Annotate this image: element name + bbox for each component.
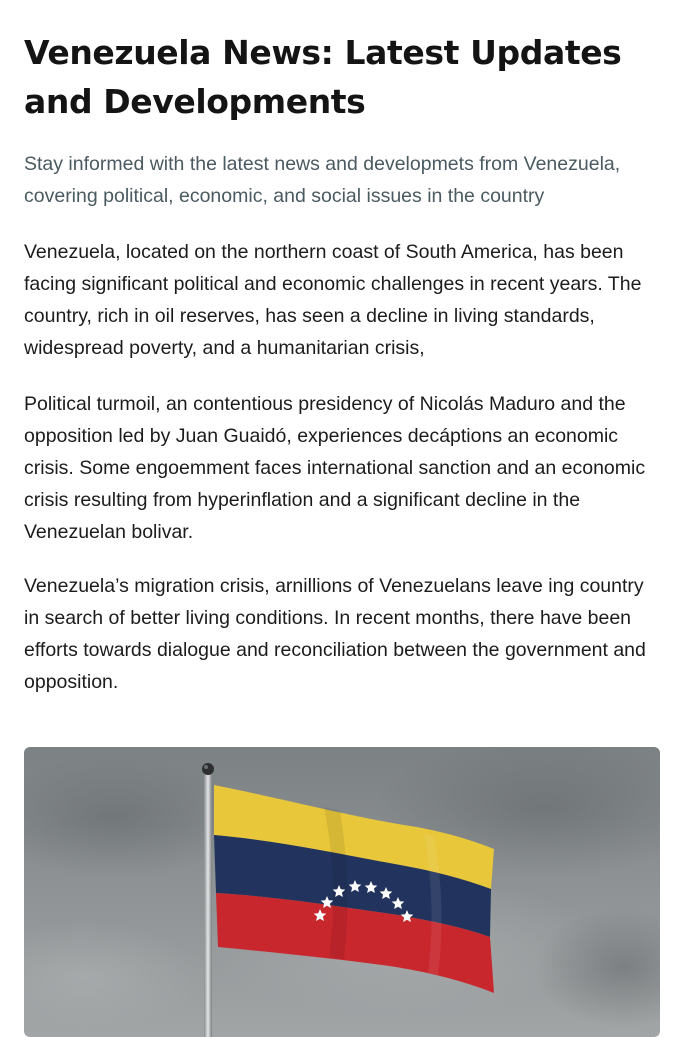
article-paragraph-3: Venezuela’s migration crisis, arnillions of Venezuelans leave ing country in search of better living conditions. In recent months, there have been efforts towards dialogue and reconciliation between the government and opposition. [24,575,646,693]
article-subtitle: Stay informed with the latest news and developmets from Venezuela, covering political, economic, and social issues in the country [24,153,621,207]
article [24,0,660,698]
flag-photo [24,747,660,1037]
pole-finial-highlight [204,765,208,769]
pole-finial [202,763,214,775]
article-paragraph-1: Venezuela, located on the northern coast of South America, has been facing significant political and economic challenges in recent years. The country, rich in oil reserves, has seen a decline in living standards, widespread poverty, and a humanitarian crisis, [24,241,642,359]
article-paragraph-2: Political turmoil, an contentious presidency of Nicolás Maduro and the opposition led by Juan Guaidó, experiences decáptions an economic crisis. Some engoemment faces international sanction and an economic crisis resulting from hyperinflation and a significant decline in the Venezuelan bolivar. [24,393,646,543]
flag-pole [204,773,212,1037]
article-title: Venezuela News: Latest Updates and Developments [24,33,622,121]
